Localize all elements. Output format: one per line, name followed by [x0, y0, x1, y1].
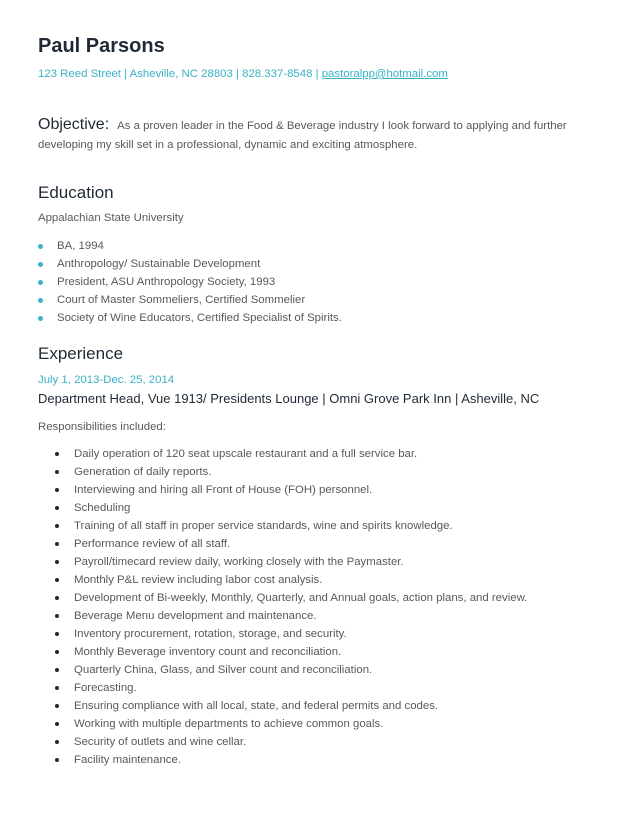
duty-item: [55, 679, 527, 697]
duty-text: Beverage Menu development and maintenance.: [74, 610, 317, 622]
objective-text: As a proven leader in the Food & Beverage industry I look forward to applying and further developing my skill set in a professional, dynamic and exciting atmosphere.: [38, 120, 567, 151]
contact-line: [38, 68, 448, 80]
bullet-icon: [55, 668, 59, 672]
bullet-icon: [55, 740, 59, 744]
objective-label: Objective:: [38, 116, 110, 133]
bullet-icon: [38, 244, 43, 249]
duty-item: [55, 445, 527, 463]
duty-text: Development of Bi-weekly, Monthly, Quarterly, and Annual goals, action plans, and review.: [74, 592, 528, 604]
bullet-icon: [55, 452, 59, 456]
education-item-text: President, ASU Anthropology Society, 1993: [57, 276, 276, 288]
bullet-icon: [55, 614, 59, 618]
duty-text: Training of all staff in proper service standards, wine and spirits knowledge.: [74, 520, 453, 532]
bullet-icon: [55, 704, 59, 708]
duty-item: [55, 553, 527, 571]
duty-item: [55, 733, 527, 751]
duty-text: Performance review of all staff.: [74, 538, 231, 550]
duty-text: Payroll/timecard review daily, working closely with the Paymaster.: [74, 556, 404, 568]
duty-item: [55, 481, 527, 499]
bullet-icon: [55, 506, 59, 510]
duty-item: [55, 607, 527, 625]
duty-item: [55, 571, 527, 589]
duty-text: Inventory procurement, rotation, storage, and security.: [74, 628, 347, 640]
duty-text: Forecasting.: [74, 682, 137, 694]
duty-item: [55, 499, 527, 517]
duty-text: Monthly P&L review including labor cost analysis.: [74, 574, 323, 586]
bullet-icon: [55, 470, 59, 474]
school-name: Appalachian State University: [38, 212, 184, 224]
education-item: [38, 255, 342, 273]
duty-text: Daily operation of 120 seat upscale restaurant and a full service bar.: [74, 448, 418, 460]
education-item-text: Anthropology/ Sustainable Development: [57, 258, 261, 270]
duty-text: Generation of daily reports.: [74, 466, 212, 478]
duty-text: Monthly Beverage inventory count and reconciliation.: [74, 646, 342, 658]
duties-list: [55, 445, 527, 769]
education-item: [38, 273, 342, 291]
education-item-text: BA, 1994: [57, 240, 104, 252]
duty-item: [55, 535, 527, 553]
education-item-text: Court of Master Sommeliers, Certified Sommelier: [57, 294, 306, 306]
experience-heading: Experience: [38, 344, 124, 363]
duty-text: Security of outlets and wine cellar.: [74, 736, 247, 748]
duty-text: Ensuring compliance with all local, state, and federal permits and codes.: [74, 700, 439, 712]
education-item-text: Society of Wine Educators, Certified Specialist of Spirits.: [57, 312, 342, 324]
duty-text: Facility maintenance.: [74, 754, 181, 766]
email-link[interactable]: pastoralpp@hotmail.com: [321, 68, 448, 80]
duty-item: [55, 517, 527, 535]
education-item: [38, 237, 342, 255]
job-dates: July 1, 2013-Dec. 25, 2014: [38, 374, 175, 386]
bullet-icon: [55, 542, 59, 546]
education-item: [38, 309, 342, 327]
duty-item: [55, 643, 527, 661]
responsibilities-label: Responsibilities included:: [38, 421, 166, 433]
education-list: [38, 237, 342, 327]
bullet-icon: [55, 722, 59, 726]
duty-item: [55, 661, 527, 679]
duty-item: [55, 589, 527, 607]
duty-item: [55, 463, 527, 481]
bullet-icon: [38, 280, 43, 285]
bullet-icon: [55, 560, 59, 564]
objective-section: [38, 115, 598, 155]
duty-item: [55, 697, 527, 715]
bullet-icon: [55, 578, 59, 582]
duty-item: [55, 751, 527, 769]
bullet-icon: [55, 650, 59, 654]
contact-address-phone: 123 Reed Street | Asheville, NC 28803 | 828.337-8548 |: [38, 68, 322, 80]
bullet-icon: [55, 596, 59, 600]
bullet-icon: [55, 632, 59, 636]
duty-text: Scheduling: [74, 502, 131, 514]
duty-text: Quarterly China, Glass, and Silver count and reconciliation.: [74, 664, 373, 676]
duty-item: [55, 715, 527, 733]
job-title: Department Head, Vue 1913/ Presidents Lounge | Omni Grove Park Inn | Asheville, NC: [38, 391, 540, 406]
bullet-icon: [55, 686, 59, 690]
education-item: [38, 291, 342, 309]
bullet-icon: [55, 758, 59, 762]
bullet-icon: [38, 262, 43, 267]
education-heading: Education: [38, 183, 114, 202]
duty-text: Working with multiple departments to achieve common goals.: [74, 718, 384, 730]
duty-text: Interviewing and hiring all Front of House (FOH) personnel.: [74, 484, 373, 496]
bullet-icon: [38, 316, 43, 321]
bullet-icon: [55, 488, 59, 492]
bullet-icon: [55, 524, 59, 528]
candidate-name: Paul Parsons: [38, 35, 165, 57]
duty-item: [55, 625, 527, 643]
bullet-icon: [38, 298, 43, 303]
